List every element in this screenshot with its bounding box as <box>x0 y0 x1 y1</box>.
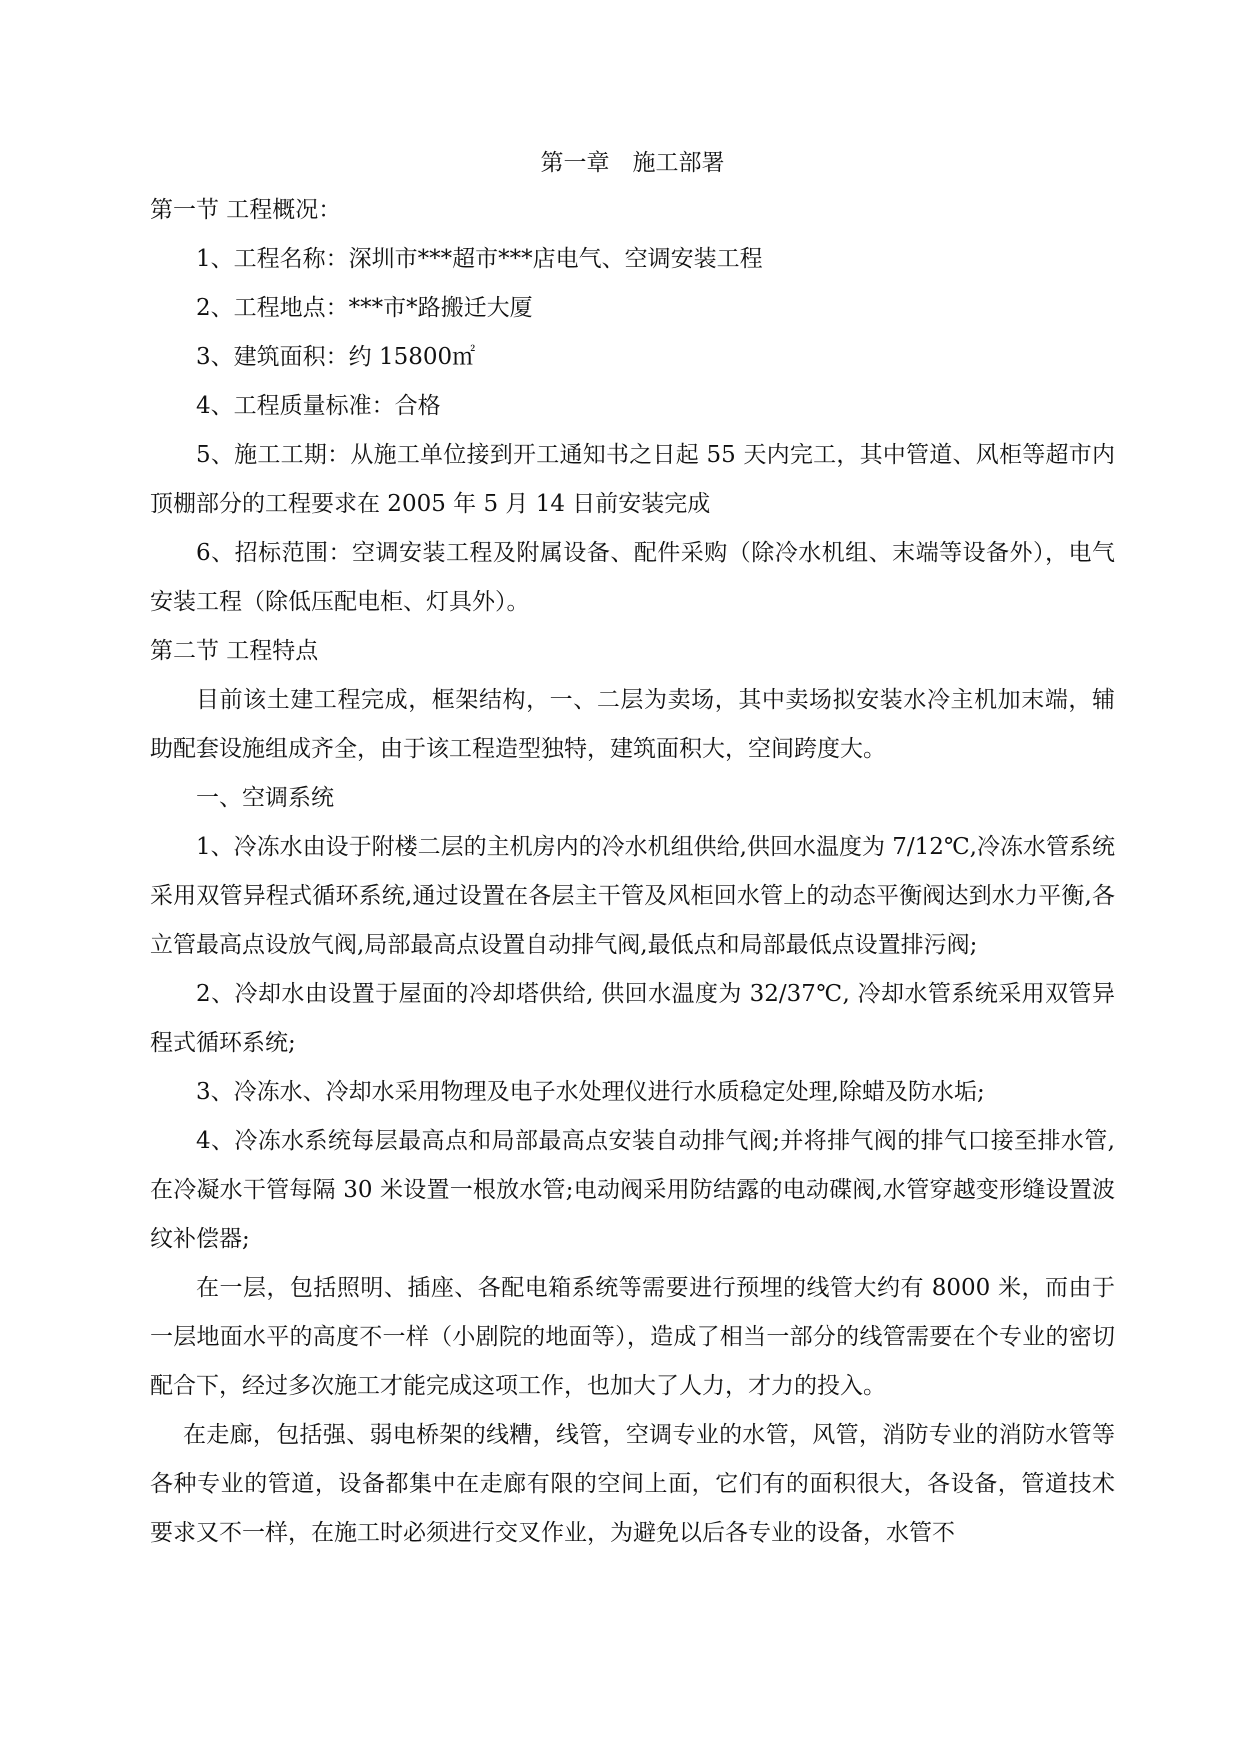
overview-item-name: 1、工程名称：深圳市***超市***店电气、空调安装工程 <box>196 246 763 272</box>
overview-item-schedule: 5、施工工期：从施工单位接到开工通知书之日起 55 天内完工，其中管道、风柜等超市内顶棚部分的工程要求在 2005 年 5 月 14 日前安装完成 <box>150 442 1115 517</box>
hvac-subheading: 一、空调系统 <box>196 785 334 811</box>
hvac-item-chilled-water: 1、冷冻水由设于附楼二层的主机房内的冷水机组供给,供回水温度为 7/12℃,冷冻水管系统采用双管异程式循环系统,通过设置在各层主干管及风柜回水管上的动态平衡阀达到水力平衡,各立管最高点设放气阀,局部最高点设置自动排气阀,最低点和局部最低点设置排污阀; <box>150 834 1115 958</box>
features-intro: 目前该土建工程完成，框架结构，一、二层为卖场，其中卖场拟安装水冷主机加末端，辅助配套设施组成齐全，由于该工程造型独特，建筑面积大，空间跨度大。 <box>150 687 1115 762</box>
first-floor-paragraph: 在一层，包括照明、插座、各配电箱系统等需要进行预埋的线管大约有 8000 米，而由于一层地面水平的高度不一样（小剧院的地面等），造成了相当一部分的线管需要在个专业的密切配合下，经过多次施工才能完成这项工作，也加大了人力，才力的投入。 <box>150 1275 1115 1399</box>
overview-item-quality: 4、工程质量标准：合格 <box>196 393 441 419</box>
corridor-paragraph: 在走廊，包括强、弱电桥架的线糟，线管，空调专业的水管，风管，消防专业的消防水管等各种专业的管道，设备都集中在走廊有限的空间上面，它们有的面积很大，各设备，管道技术要求又不一样，在施工时必须进行交叉作业，为避免以后各专业的设备，水管不 <box>150 1422 1115 1546</box>
document-page <box>150 140 1115 1558</box>
hvac-item-water-treatment: 3、冷冻水、冷却水采用物理及电子水处理仪进行水质稳定处理,除蜡及防水垢; <box>196 1079 985 1105</box>
section-title-overview: 第一节 工程概况： <box>150 197 342 223</box>
overview-item-scope: 6、招标范围：空调安装工程及附属设备、配件采购（除冷水机组、末端等设备外），电气安装工程（除低压配电柜、灯具外）。 <box>150 540 1115 615</box>
chapter-title: 第一章 施工部署 <box>540 150 725 176</box>
section-title-features: 第二节 工程特点 <box>150 638 319 664</box>
hvac-item-cooling-water: 2、冷却水由设置于屋面的冷却塔供给, 供回水温度为 32/37℃, 冷却水管系统采用双管异程式循环系统; <box>150 981 1115 1056</box>
overview-item-location: 2、工程地点：***市*路搬迁大厦 <box>196 295 533 321</box>
hvac-item-exhaust-valve: 4、冷冻水系统每层最高点和局部最高点安装自动排气阀;并将排气阀的排气口接至排水管,在冷凝水干管每隔 30 米设置一根放水管;电动阀采用防结露的电动碟阀,水管穿越变形缝设置波纹补偿器; <box>150 1128 1115 1252</box>
overview-item-area: 3、建筑面积：约 15800㎡ <box>196 344 476 370</box>
